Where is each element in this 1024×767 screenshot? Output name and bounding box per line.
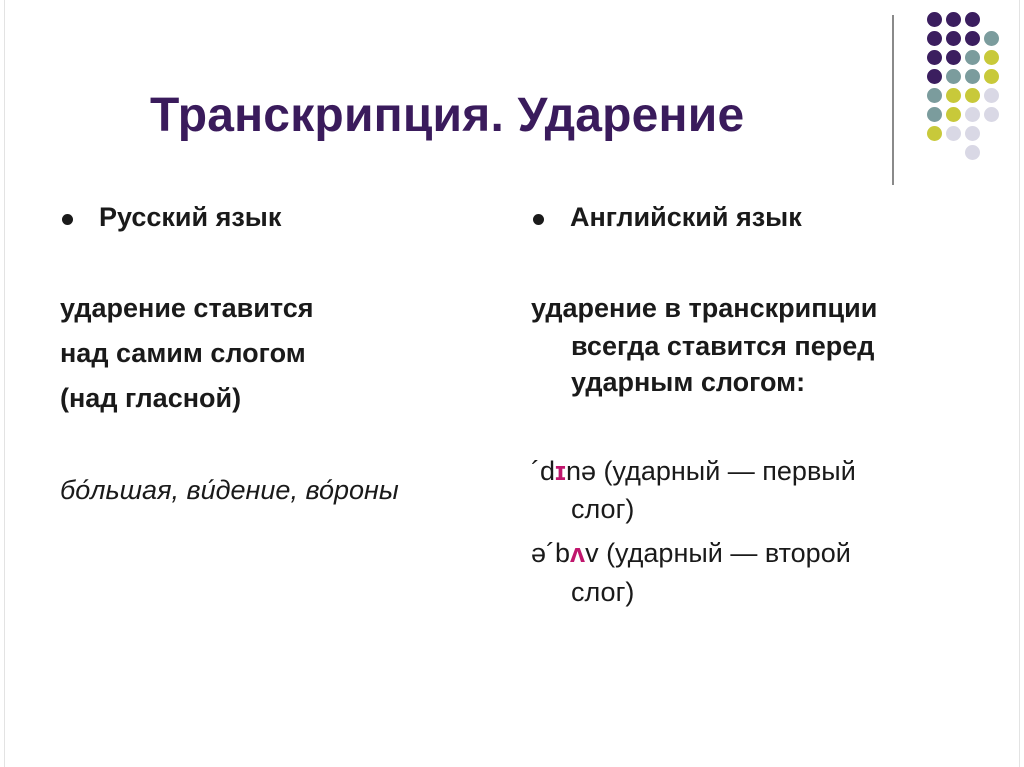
decorative-dot	[965, 50, 980, 65]
bullet-left	[62, 214, 73, 225]
example-word-segment: дение, во	[215, 475, 334, 505]
example-word-segment: роны	[333, 475, 399, 505]
transcription-post: nə (ударный — первый	[565, 456, 856, 486]
slide-title: Транскрипция. Ударение	[150, 89, 745, 142]
decorative-dot	[946, 50, 961, 65]
decorative-dot	[946, 126, 961, 141]
left-example-words	[60, 475, 399, 506]
decorative-dot	[984, 107, 999, 122]
decorative-dot	[965, 126, 980, 141]
stressed-vowel: ʌ	[570, 538, 586, 568]
decorative-dot	[984, 31, 999, 46]
right-example-2	[531, 538, 851, 569]
decorative-dot	[965, 145, 980, 160]
decorative-dot	[927, 107, 942, 122]
decorative-dot	[927, 69, 942, 84]
example-word-bolshaya-start: бо	[60, 475, 91, 505]
example-word-segment: льшая, ви	[90, 475, 216, 505]
decorative-dot	[927, 126, 942, 141]
left-rule-line-1: ударение ставится	[60, 293, 314, 323]
decorative-dot	[965, 12, 980, 27]
slide-border-right	[1019, 0, 1020, 767]
decorative-dot	[927, 12, 942, 27]
decorative-dot	[984, 50, 999, 65]
decorative-dot	[946, 88, 961, 103]
slide-border-left	[4, 0, 5, 767]
right-example-1	[531, 456, 856, 487]
transcription-post: v (ударный — второй	[585, 538, 851, 568]
vertical-divider	[892, 15, 894, 185]
left-column-heading: Русский язык	[99, 202, 282, 232]
decorative-dot	[927, 88, 942, 103]
right-rule-line-1: ударение в транскрипции	[531, 293, 878, 323]
right-example-2-continuation: слог)	[571, 577, 635, 607]
right-rule-line-3: ударным слогом:	[571, 367, 806, 397]
decorative-dot	[965, 107, 980, 122]
decorative-dot	[965, 69, 980, 84]
decorative-dot-grid	[908, 12, 1008, 162]
decorative-dot	[984, 69, 999, 84]
decorative-dot	[965, 31, 980, 46]
decorative-dot	[927, 31, 942, 46]
left-rule-line-3: (над гласной)	[60, 383, 242, 413]
transcription-pre: ´d	[531, 456, 556, 486]
transcription-pre: ə´b	[531, 538, 571, 568]
right-column-heading: Английский язык	[570, 202, 802, 232]
decorative-dot	[965, 88, 980, 103]
decorative-dot	[946, 31, 961, 46]
right-example-1-continuation: слог)	[571, 494, 635, 524]
right-rule-line-2: всегда ставится перед	[571, 331, 875, 361]
decorative-dot	[946, 69, 961, 84]
decorative-dot	[984, 88, 999, 103]
left-rule-line-2: над самим слогом	[60, 338, 306, 368]
decorative-dot	[946, 12, 961, 27]
stressed-vowel: ɪ	[555, 456, 566, 486]
decorative-dot	[927, 50, 942, 65]
bullet-right	[533, 214, 544, 225]
decorative-dot	[946, 107, 961, 122]
